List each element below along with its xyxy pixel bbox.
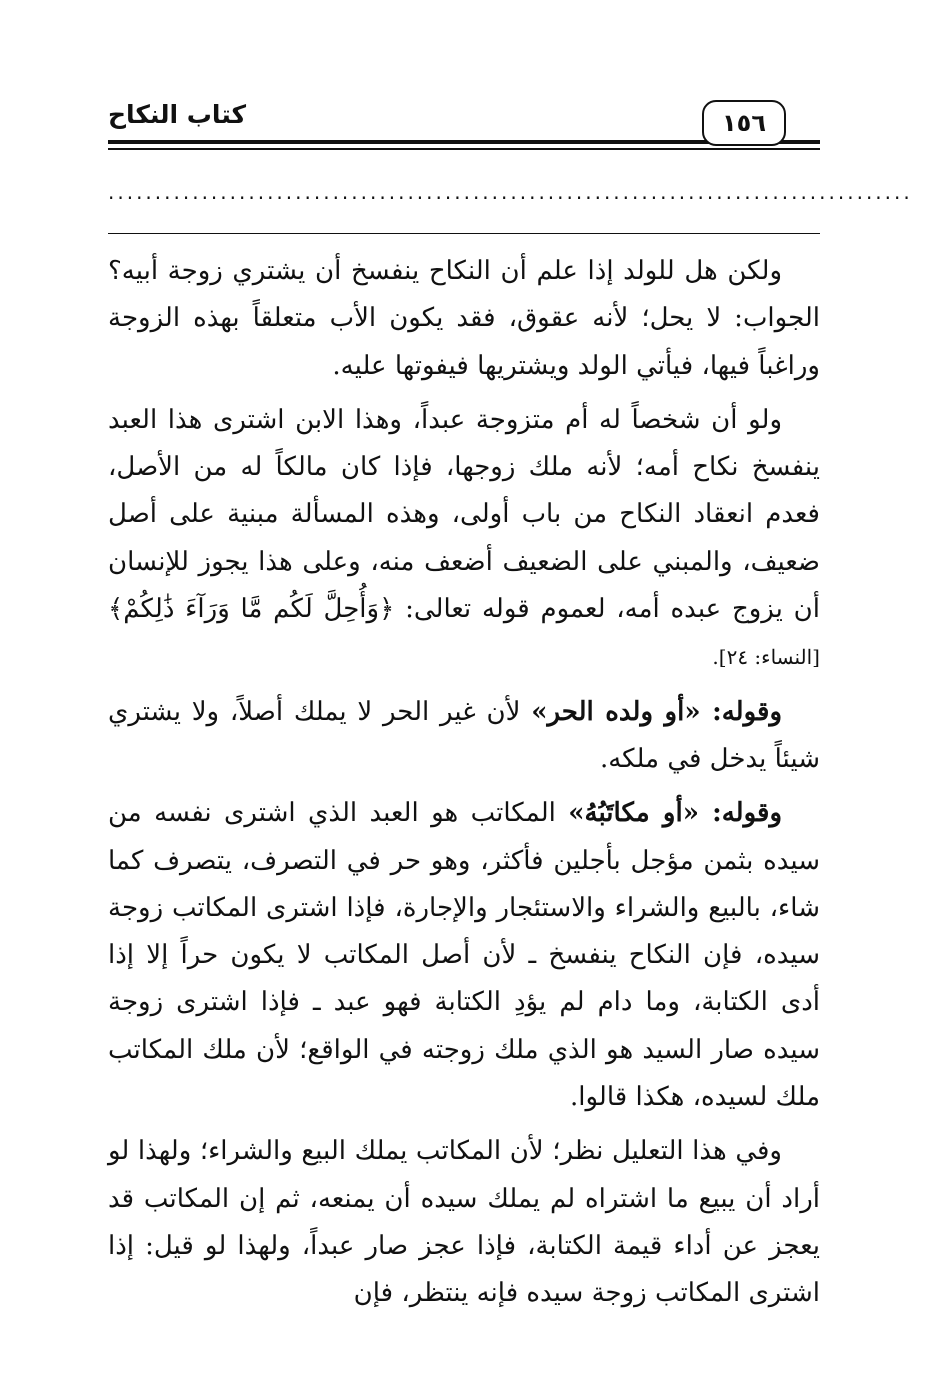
- paragraph-2-text: ولو أن شخصاً له أم متزوجة عبداً، وهذا الابن اشترى هذا العبد ينفسخ نكاح أمه؛ لأنه ملك زوجها، فإذا كان مالكاً له من الأصل، فعدم انعقاد النكاح من باب أولى، وهذه المسألة مبنية على أصل ضعيف، والمبني على الضعيف أضعف منه، وعلى هذا يجوز للإنسان أن يزوج عبده أمه، لعموم قوله تعالى:: [108, 404, 820, 625]
- section-divider: [108, 233, 820, 234]
- paragraph-4: [108, 790, 820, 1121]
- paragraph-4-lead: وقوله: «أو مكاتَبُهُ»: [568, 798, 782, 829]
- paragraph-3: [108, 689, 820, 784]
- paragraph-3-text: لأن غير الحر لا يملك أصلاً، ولا يشتري شيئاً يدخل في ملكه.: [108, 696, 820, 774]
- paragraph-1: ولكن هل للولد إذا علم أن النكاح ينفسخ أن يشتري زوجة أبيه؟ الجواب: لا يحل؛ لأنه عقوق، فقد يكون الأب متعلقاً بهذه الزوجة وراغباً فيها، فيأتي الولد ويشتريها فيفوتها عليه.: [108, 256, 820, 381]
- quran-verse: ﴿وَأُحِلَّ لَكُم مَّا وَرَآءَ ذَٰلِكُمْ﴾: [108, 594, 395, 625]
- header-rule-thin: [108, 148, 820, 150]
- paragraph-4-text: المكاتب هو العبد الذي اشترى نفسه من سيده بثمن مؤجل بأجلين فأكثر، وهو حر في التصرف، يتصرف كما شاء، بالبيع والشراء والاستئجار والإجارة، فإذا اشترى المكاتب زوجة سيده، فإن النكاح ينفسخ ـ لأن أصل المكاتب لا يكون حراً إلا إذا أدى الكتابة، وما دام لم يؤدِ الكتابة فهو عبد ـ فإذا اشترى زوجة سيده صار السيد هو الذي ملك زوجته في الواقع؛ لأن ملك المكاتب ملك لسيده، هكذا قالوا.: [108, 798, 820, 1113]
- paragraph-3-lead: وقوله: «أو ولده الحر»: [531, 696, 783, 727]
- page-body: [108, 248, 820, 1325]
- paragraph-2: [108, 397, 820, 682]
- book-title: كتاب النكاح: [108, 100, 247, 129]
- verse-reference: [النساء: ٢٤].: [712, 645, 820, 670]
- paragraph-5: وفي هذا التعليل نظر؛ لأن المكاتب يملك البيع والشراء؛ ولهذا لو أراد أن يبيع ما اشتراه لم يملك سيده أن يمنعه، ثم إن المكاتب قد يعجز عن أداء قيمة الكتابة، فإذا عجز صار عبداً، ولهذا لو قيل: إذا اشترى المكاتب زوجة سيده فإنه ينتظر، فإن: [108, 1136, 820, 1309]
- page-header: [108, 98, 820, 158]
- dotted-separator: ......................................................................................: [108, 180, 913, 204]
- page-number-badge: ١٥٦: [702, 100, 786, 146]
